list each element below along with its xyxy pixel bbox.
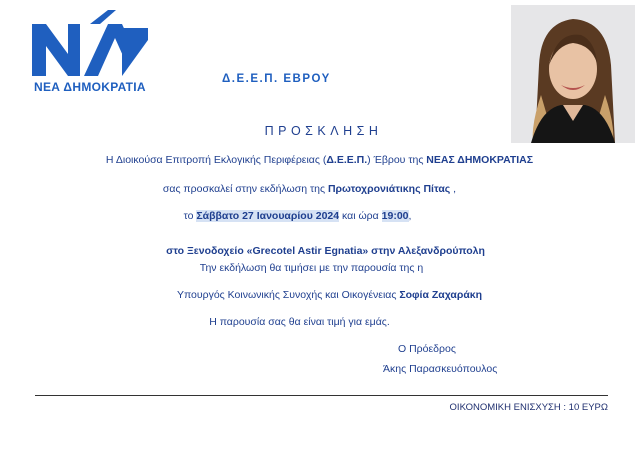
event-time: 19:00 (381, 210, 409, 222)
invitation-line-1 (0, 154, 639, 166)
text-bold: » στην Αλεξανδρούπολη (362, 245, 485, 257)
text: , (408, 210, 412, 222)
text-bold: στο Ξενοδοχείο « (166, 245, 253, 257)
divider (35, 395, 608, 396)
signer-title: Ο Πρόεδρος (398, 343, 456, 355)
text-bold: Δ.Ε.Ε.Π. (326, 154, 368, 166)
text: σας προσκαλεί στην εκδήλωση της (162, 183, 328, 195)
text: το (183, 210, 197, 222)
text: Η Διοικούσα Επιτροπή Εκλογικής Περιφέρειας ( (105, 154, 327, 166)
event-name: Πρωτοχρονιάτικης Πίτας (327, 183, 451, 195)
logo-text: ΝΕΑ ΔΗΜΟΚΡΑΤΙΑ (34, 80, 146, 94)
event-date: Σάββατο 27 Ιανουαρίου 2024 (196, 210, 340, 222)
text-bold: ΝΕΑΣ ΔΗΜΟΚΡΑΤΙΑΣ (426, 154, 534, 166)
invitation-line-3 (0, 210, 617, 222)
invitation-line-7: Η παρουσία σας θα είναι τιμή για εμάς. (209, 316, 390, 328)
speaker-photo (511, 5, 635, 143)
nd-logo-mark (28, 10, 158, 85)
text: Υπουργός Κοινωνικής Συνοχής και Οικογένειας (176, 289, 400, 301)
signer-name: Άκης Παρασκευόπουλος (383, 363, 498, 375)
guest-name: Σοφία Ζαχαράκη (399, 289, 483, 301)
invitation-line-5: Την εκδήλωση θα τιμήσει με την παρουσία της η (199, 262, 424, 274)
text: ) Έβρου της (367, 154, 427, 166)
region-label: Δ.Ε.Ε.Π. ΕΒΡΟΥ (222, 73, 331, 85)
donation-fee: ΟΙΚΟΝΟΜΙΚΗ ΕΝΙΣΧΥΣΗ : 10 ΕΥΡΩ (449, 402, 608, 413)
text: , (450, 183, 457, 195)
invitation-line-4 (6, 245, 639, 257)
invitation-title: ΠΡΟΣΚΛΗΣΗ (264, 124, 383, 138)
text: και ώρα (339, 210, 382, 222)
invitation-line-2 (0, 183, 629, 195)
portrait-image (511, 5, 635, 143)
venue-name: Grecotel Astir Egnatia (252, 245, 363, 257)
invitation-line-6 (10, 289, 639, 301)
